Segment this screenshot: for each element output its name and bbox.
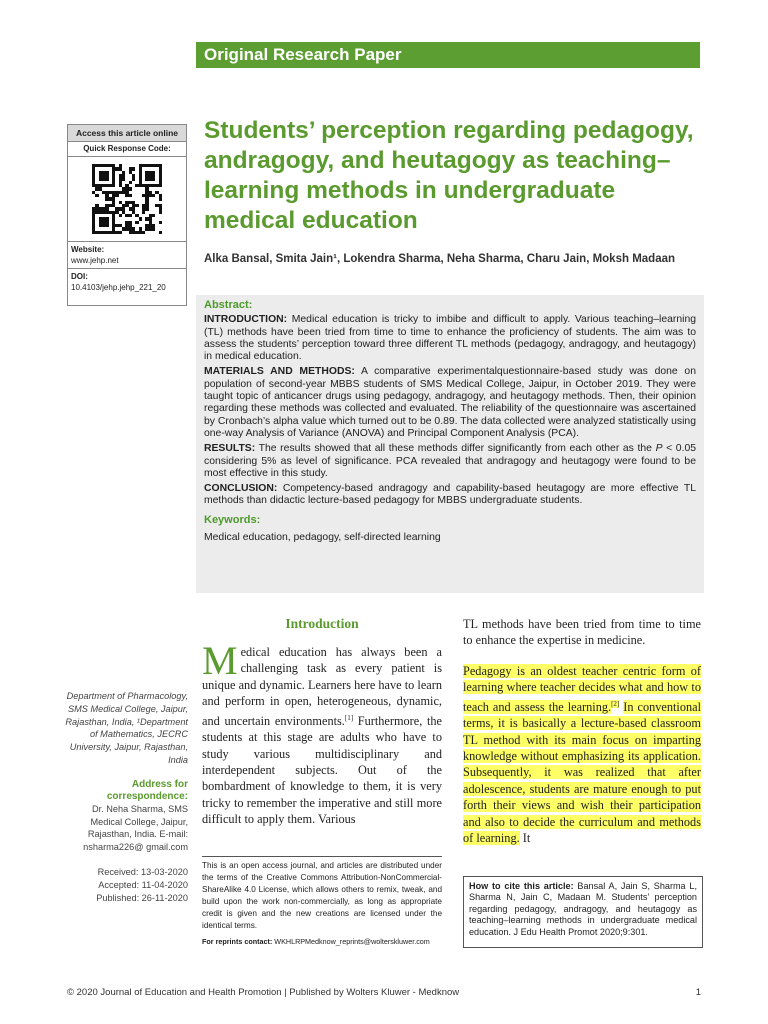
page-number: 1 [695,987,701,998]
affiliation: Department of Pharmacology, SMS Medical College, Jaipur, Rajasthan, India, ¹Department of Mathematics, JECRC University, Jaipur, Rajasthan, India [65,691,188,765]
methods-text: A comparative experimentalquestionnaire-based study was done on population of second-year MBBS students of SMS Medical College, Jaipur, in October 2019. They were taught topic of anticancer drugs using pedagogy, andragogy, and heutagogy methods. Then, their opinion regarding these methods was collected and evaluated. The reliability of the questionnaire was ascertained by Cronbach’s alpha value which turned out to be 0.89. The data collected were analyzed statistically using one-way Analysis of Variance (ANOVA) and Principal Component Analysis (PCA). [204,366,696,439]
abstract-conclusion [204,483,696,508]
reprints-line [202,936,442,948]
introduction-paragraph [202,638,442,828]
intro-text-b: Furthermore, the students at this stage are adults who have to study various multidisciplinary and interdependent subjects. Out of the bombardment of knowledge to them, it is very tricky to remember the imperative and still more difficult to apply them. Various [202,713,442,827]
keywords-heading: Keywords: [204,513,261,526]
qr-code-icon[interactable] [92,164,162,234]
website-label: Website: [71,245,105,254]
article-title: Students’ perception regarding pedagogy, andragogy, and heutagogy as teaching–learning methods in undergraduate medical education [204,117,694,234]
author-sidebar [60,690,188,904]
received-date: Received: 13-03-2020 [97,866,188,877]
doi-label: DOI: [71,272,88,281]
page-footer [67,987,701,998]
highlight-1: Pedagogy is an oldest teacher centric form of learning where teacher decides what and how to teach and assess the learning. [463,663,701,714]
citation-ref-1[interactable]: [1] [344,713,354,722]
cite-text: Bansal A, Jain S, Sharma L, Sharma N, Jain C, Madaan M. Students’ perception regarding pedagogy, andragogy, and heutagogy as teaching–learning methods in undergraduate medical education. J Edu Health Promot 2020;9:301. [469,881,697,937]
results-label: RESULTS: [204,443,256,455]
intro-text: Medical education is tricky to imbibe and difficult to apply. Various teaching–learning (TL) methods have been tried from time to time to enhance the proficiency of students. The aim was to assess the students’ perception toward three different TL methods (pedagogy, andragogy, and heutagogy) in medical education. [204,314,697,363]
qr-code-area [68,157,186,242]
correspondence-address: Dr. Neha Sharma, SMS Medical College, Jaipur, Rajasthan, India. E-mail: nsharma226@ gmail.com [83,803,188,853]
reprints-email[interactable]: WKHLRPMedknow_reprints@wolterskluwer.com [274,937,430,946]
website-row [68,242,186,269]
methods-label: MATERIALS AND METHODS: [204,366,355,378]
author-list: Alka Bansal, Smita Jain¹, Lokendra Sharma, Neha Sharma, Charu Jain, Moksh Madaan [204,253,676,265]
intro-label: INTRODUCTION: [204,314,288,326]
open-access-notice [202,856,442,948]
introduction-heading: Introduction [285,616,359,631]
body-column-left [202,616,442,828]
citation-box [463,876,703,948]
published-date: Published: 26-11-2020 [96,892,188,903]
footer-text: © 2020 Journal of Education and Health Promotion | Published by Wolters Kluwer - Medknow [67,987,460,998]
conclusion-text: Competency-based andragogy and capability-based heutagogy are more effective TL methods than didactic lecture-based pedagogy for MBBS undergraduate students. [204,483,697,507]
drop-cap: M [202,638,238,683]
paragraph-tail: It [519,830,531,845]
reprints-label: For reprints contact: [202,937,273,946]
citation-ref-2[interactable]: [2] [611,699,620,708]
accepted-date: Accepted: 11-04-2020 [98,879,188,890]
body-column-right [463,616,701,860]
article-type-banner: Original Research Paper [196,42,700,68]
abstract-box [196,295,704,593]
correspondence-heading: Address for correspondence: [106,778,188,802]
access-box-header: Access this article online [68,125,186,142]
results-text-a: The results showed that all these methods differ significantly from each other as the [258,443,652,455]
abstract-introduction [204,314,696,363]
abstract-methods [204,366,696,440]
access-online-box [67,124,187,306]
doi-value[interactable]: 10.4103/jehp.jehp_221_20 [71,283,166,292]
p-value-symbol: P [655,443,663,455]
tl-paragraph: TL methods have been tried from time to time to enhance the expertise in medicine. [463,617,701,648]
cite-label: How to cite this article: [469,881,574,891]
doi-row [68,269,186,295]
pedagogy-paragraph [463,663,701,847]
qr-label: Quick Response Code: [68,142,186,157]
website-link[interactable]: www.jehp.net [71,256,119,265]
abstract-heading: Abstract: [204,299,253,311]
results-text-b: < 0.05 considering 5% as level of significance. PCA revealed that andragogy and heutagogy were found to be most effective in this study. [204,443,697,479]
intro-text-a: edical education has always been a challenging task as every patient is unique and dynamic. Learners here have to learn and perform in open, heterogeneous, dynamic, and uncertain environments. [202,645,442,728]
highlight-3: Subsequently, it was realized that after adolescence, students are mature enough to put forth their views and wish their participation and also to decide the curriculum and methods of learning. [463,765,701,845]
highlight-2: In conventional terms, it is basically a lecture-based classroom TL method with its main focus on imparting knowledge without emphasizing its application. [463,699,702,763]
license-text: This is an open access journal, and articles are distributed under the terms of the Creative Commons Attribution-NonCommercial-ShareAlike 4.0 License, which allows others to remix, tweak, and build upon the work non-commercially, as long as appropriate credit is given and the new creations are licensed under the identical terms. [202,861,442,930]
abstract-results [204,443,696,480]
conclusion-label: CONCLUSION: [204,483,278,495]
article-dates [60,866,188,904]
keywords: Medical education, pedagogy, self-directed learning [204,532,441,544]
